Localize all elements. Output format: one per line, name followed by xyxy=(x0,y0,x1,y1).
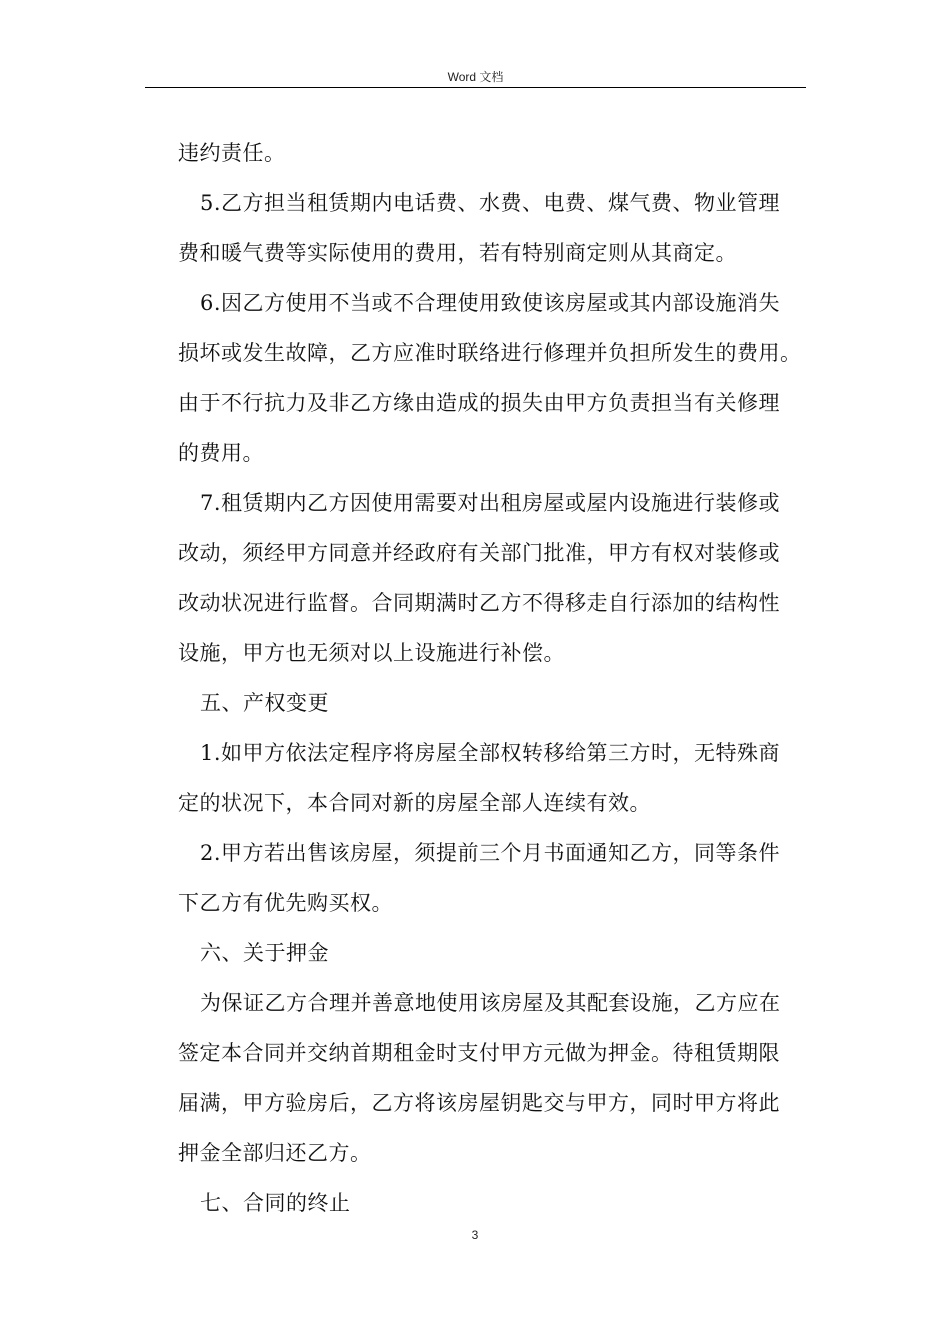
text-line: 届满，甲方验房后，乙方将该房屋钥匙交与甲方，同时甲方将此 xyxy=(178,1091,780,1115)
clause-6: 6.因乙方使用不当或不合理使用致使该房屋或其内部设施消失 xyxy=(200,291,781,315)
text-line: 下乙方有优先购买权。 xyxy=(178,891,393,915)
page-header: Word 文档 xyxy=(447,70,504,84)
header-divider xyxy=(145,87,806,88)
text-line: 损坏或发生故障，乙方应准时联络进行修理并负担所发生的费用。 xyxy=(178,341,802,365)
text-line: 由于不行抗力及非乙方缘由造成的损失由甲方负责担当有关修理 xyxy=(178,391,780,415)
section-heading-6: 六、关于押金 xyxy=(200,941,329,965)
text-line: 设施，甲方也无须对以上设施进行补偿。 xyxy=(178,641,565,665)
clause-2: 2.甲方若出售该房屋，须提前三个月书面通知乙方，同等条件 xyxy=(200,841,781,865)
text-line: 改动状况进行监督。合同期满时乙方不得移走自行添加的结构性 xyxy=(178,591,780,615)
clause-7: 7.租赁期内乙方因使用需要对出租房屋或屋内设施进行装修或 xyxy=(200,491,781,515)
text-line: 改动，须经甲方同意并经政府有关部门批准，甲方有权对装修或 xyxy=(178,541,780,565)
section-heading-7: 七、合同的终止 xyxy=(200,1191,351,1215)
document-body xyxy=(178,128,808,1228)
section-heading-5: 五、产权变更 xyxy=(200,691,329,715)
text-line: 押金全部归还乙方。 xyxy=(178,1141,372,1165)
page-number: 3 xyxy=(471,1228,479,1242)
text-line: 定的状况下，本合同对新的房屋全部人连续有效。 xyxy=(178,791,651,815)
clause-5: 5.乙方担当租赁期内电话费、水费、电费、煤气费、物业管理 xyxy=(200,191,781,215)
text-line: 签定本合同并交纳首期租金时支付甲方元做为押金。待租赁期限 xyxy=(178,1041,780,1065)
text-line: 费和暖气费等实际使用的费用，若有特别商定则从其商定。 xyxy=(178,241,737,265)
clause-1: 1.如甲方依法定程序将房屋全部权转移给第三方时，无特殊商 xyxy=(200,741,781,765)
text-line: 的费用。 xyxy=(178,441,264,465)
text-line: 违约责任。 xyxy=(178,141,286,165)
deposit-paragraph: 为保证乙方合理并善意地使用该房屋及其配套设施，乙方应在 xyxy=(200,991,781,1015)
